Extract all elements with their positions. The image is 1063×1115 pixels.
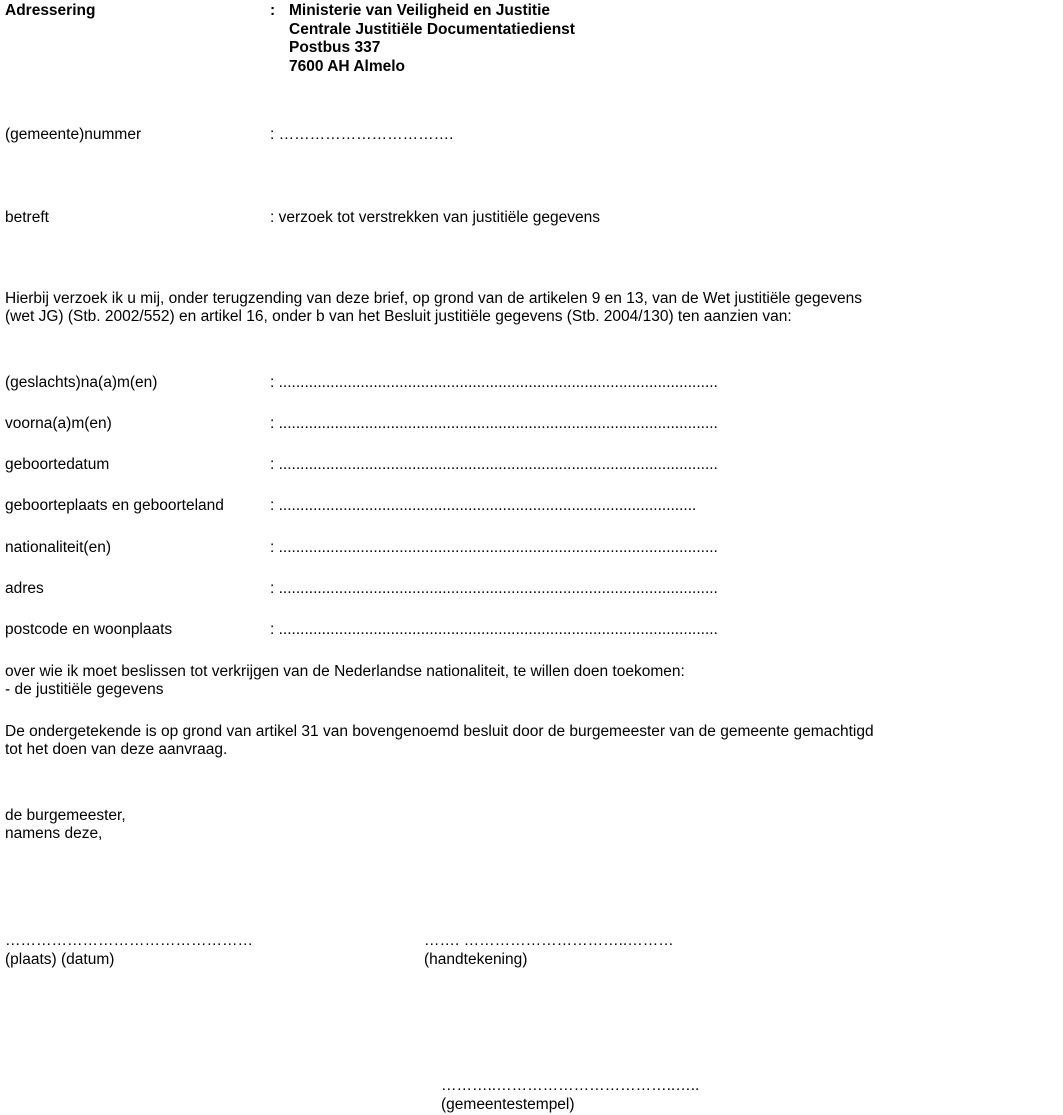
address-field[interactable]: : ...................................................................................................... — [270, 580, 718, 597]
paragraph-line: De ondergetekende is op grond van artikel 31 van bovengenoemd besluit door de burgemeester van de gemeente gemachtigd — [5, 723, 874, 740]
place-date-label: (plaats) (datum) — [5, 951, 115, 968]
surname-field[interactable]: : ...................................................................................................... — [270, 374, 718, 391]
first-names-field[interactable]: : ...................................................................................................... — [270, 415, 718, 432]
subject-label: betreft — [5, 209, 49, 226]
place-date-field[interactable]: ………………………………………… — [5, 932, 253, 949]
address-line: 7600 AH Almelo — [289, 57, 406, 75]
addressing-label: Adressering — [5, 2, 96, 19]
birth-place-label: geboorteplaats en geboorteland — [5, 497, 224, 514]
recipient-address — [289, 2, 575, 76]
addressing-colon: : — [270, 2, 276, 19]
closing-line: namens deze, — [5, 825, 103, 842]
closing-block — [5, 807, 1055, 843]
address-line: Postbus 337 — [289, 39, 381, 56]
birth-place-field[interactable]: : ................................................................................................. — [270, 497, 697, 514]
address-line: Ministerie van Veiligheid en Justitie — [289, 2, 550, 19]
nationality-field[interactable]: : ...................................................................................................... — [270, 539, 718, 556]
birth-date-label: geboortedatum — [5, 456, 110, 473]
signature-field[interactable]: ……. …………………………..……… — [424, 932, 674, 949]
intro-paragraph — [5, 290, 1055, 326]
paragraph-line: Hierbij verzoek ik u mij, onder terugzending van deze brief, op grond van de artikelen 9 en 13, van de Wet justitiële gegevens — [5, 290, 863, 307]
stamp-label: (gemeentestempel) — [441, 1096, 575, 1113]
first-names-label: voorna(a)m(en) — [5, 415, 112, 432]
subject-value: : verzoek tot verstrekken van justitiële gegevens — [270, 209, 600, 226]
address-label: adres — [5, 580, 44, 597]
postcode-city-label: postcode en woonplaats — [5, 621, 173, 638]
address-line: Centrale Justitiële Documentatiedienst — [289, 20, 575, 38]
surname-label: (geslachts)na(a)m(en) — [5, 374, 158, 391]
stamp-field[interactable]: ………..……………………………..….. — [441, 1077, 700, 1094]
closing-line: de burgemeester, — [5, 807, 126, 824]
nationality-label: nationaliteit(en) — [5, 539, 111, 556]
birth-date-field[interactable]: : ...................................................................................................... — [270, 456, 718, 473]
paragraph-line: over wie ik moet beslissen tot verkrijgen van de Nederlandse nationaliteit, te willen doen toekomen: — [5, 663, 685, 680]
signature-label: (handtekening) — [424, 951, 528, 968]
list-item: - de justitiële gegevens — [5, 681, 164, 698]
paragraph-line: tot het doen van deze aanvraag. — [5, 741, 228, 758]
paragraph-line: (wet JG) (Stb. 2002/552) en artikel 16, onder b van het Besluit justitiële gegevens (Stb. 2004/130) ten aanzien van: — [5, 308, 792, 325]
municipality-number-field[interactable]: : ……………………………. — [270, 126, 454, 143]
request-paragraph — [5, 663, 1055, 699]
authorization-paragraph — [5, 723, 1055, 759]
municipality-number-label: (gemeente)nummer — [5, 126, 142, 143]
postcode-city-field[interactable]: : ...................................................................................................... — [270, 621, 718, 638]
